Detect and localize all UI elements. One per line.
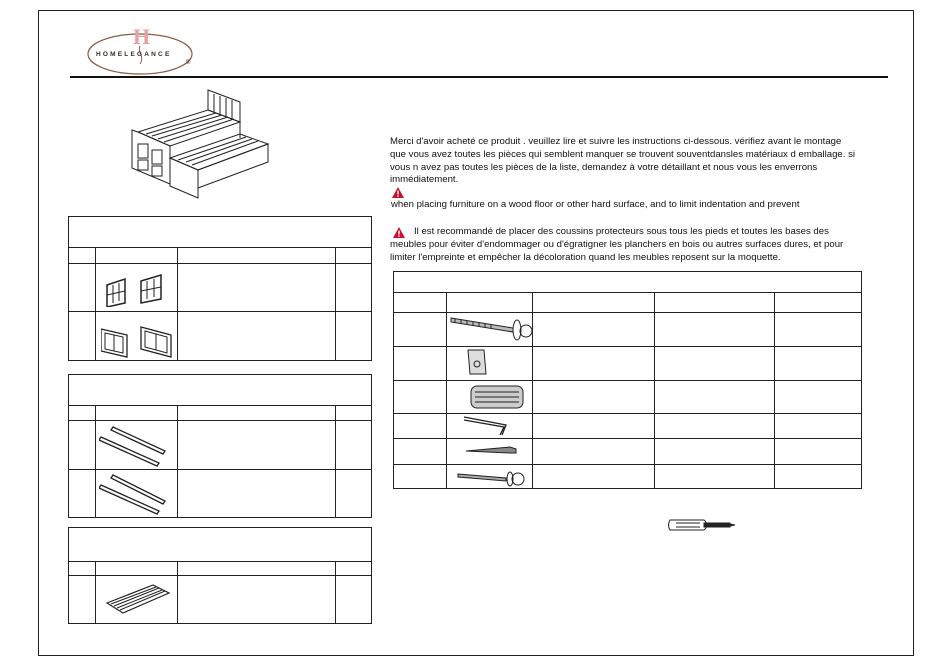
logo-emblem-icon [85, 18, 195, 76]
slat-roll-icon [105, 583, 171, 615]
logo-text: HOMELEGANCE [96, 51, 172, 58]
allen-wrench-icon [462, 415, 518, 437]
hardware-table [393, 271, 862, 489]
intro-line: Merci d'avoir acheté ce produit . veuillez lire et suivre les instructions ci-dessous. vérifiez avant le montage [390, 136, 842, 147]
intro-line: que vous avez toutes les pièces qui semblent manquer se trouvent souventdansles matériaux d emballage. si [390, 148, 856, 160]
bolt-icon [449, 314, 533, 344]
intro-text [390, 136, 900, 187]
registered-mark: ® [186, 60, 191, 66]
trundle-rail-icon [99, 473, 167, 515]
barrel-nut-icon [462, 348, 502, 378]
warning-icon [393, 227, 405, 238]
parts-table-slats [68, 527, 372, 624]
footboard-frame-icon [101, 325, 175, 359]
warning-icon [392, 187, 404, 198]
parts-table-headboard [68, 216, 372, 361]
long-bolt-icon [456, 466, 536, 488]
wood-screw-icon [464, 441, 520, 461]
intro-line: immédiatement. [390, 174, 459, 186]
logo-letter: H [133, 24, 151, 49]
intro-line: vous n avez pas toutes les pièces de la liste, demandez à votre détaillant et nous vous les enverrons [390, 161, 818, 173]
screwdriver-icon [668, 517, 736, 533]
warning-text-fr-line: Il est recommandé de placer des coussins protecteurs sous tous les pieds et toutes les bases des [414, 226, 829, 237]
side-rail-icon [99, 425, 167, 467]
wood-dowel-icon [469, 382, 525, 412]
headboard-panel-icon [105, 273, 171, 307]
header-rule [70, 76, 888, 78]
warning-text-fr-line: meubles pour éviter d'endommager ou d'égratigner les planchers en bois ou autres surfaces dures, et pour [390, 239, 844, 250]
warning-text-en: when placing furniture on a wood floor or other hard surface, and to limit indentation and prevent [391, 199, 800, 210]
warning-text-fr-line: limiter l'empreinte et empêcher la décoloration quand les meubles reposent sur la moquette. [390, 252, 781, 263]
parts-table-rails [68, 374, 372, 518]
bed-illustration [128, 88, 278, 210]
